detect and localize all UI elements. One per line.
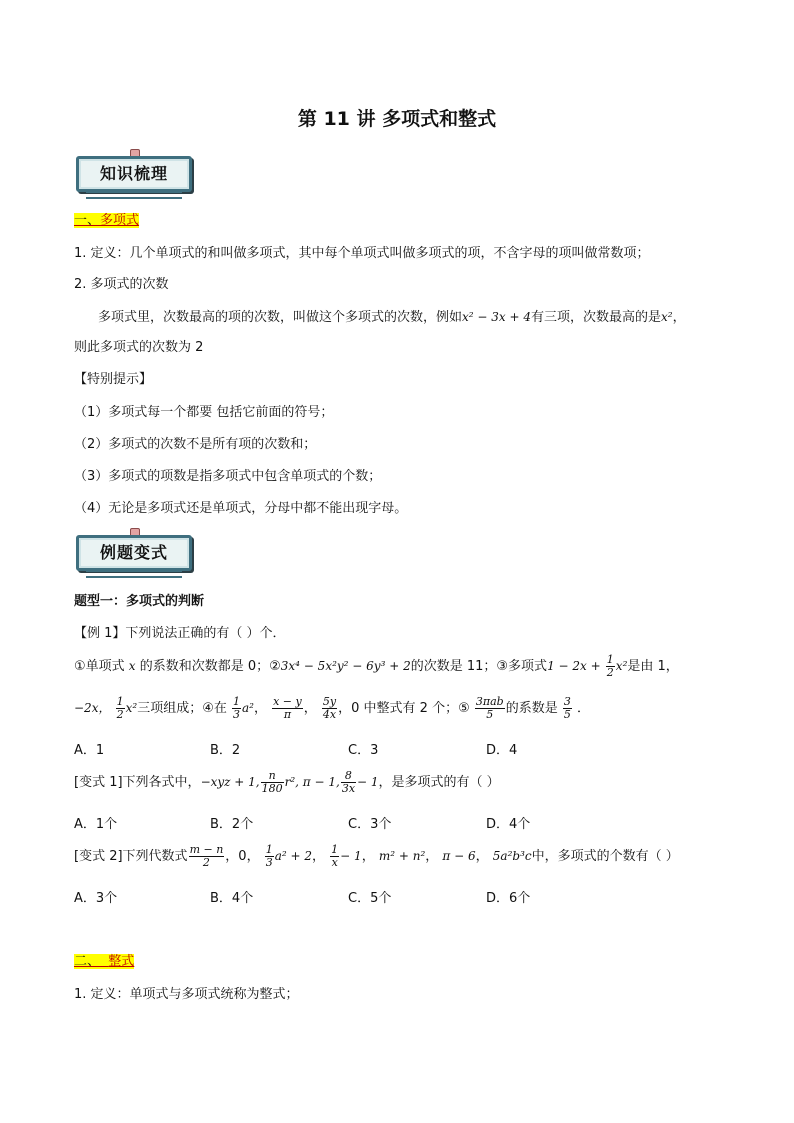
tip-title: 【特别提示】 bbox=[74, 372, 153, 387]
type-heading: 题型一：多项式的判断 bbox=[74, 594, 205, 609]
degree-heading: 2. 多项式的次数 bbox=[74, 277, 169, 292]
option-b: B．4个 bbox=[210, 891, 254, 906]
tip-item: （2）多项式的次数不是所有项的次数和； bbox=[74, 437, 317, 452]
section1-heading: 一、多项式 bbox=[74, 213, 140, 228]
option-b: B．2个 bbox=[210, 817, 254, 832]
fraction: $\frac{1}{2}$ bbox=[116, 695, 124, 721]
fraction: $\frac{1}{3}$ bbox=[265, 843, 273, 869]
option-d: D．6个 bbox=[486, 891, 531, 906]
examples-banner-label: 例题变式 bbox=[99, 543, 168, 562]
tip-item: （3）多项式的项数是指多项式中包含单项式的个数； bbox=[74, 469, 382, 484]
option-b: B．2 bbox=[210, 743, 241, 758]
variant1-stem: [变式 1]下列各式中，−xyz + 1, $\frac{n}{180}$ r², π − 1, $\frac{8}{3x}$ − 1，是多项式的有（ ） bbox=[74, 769, 500, 795]
fraction: $\frac{1}{x}$ bbox=[331, 843, 339, 869]
fraction: $\frac{3}{5}$ bbox=[563, 695, 571, 721]
option-c: C．3 bbox=[348, 743, 379, 758]
option-c: C．5个 bbox=[348, 891, 392, 906]
definition-paragraph: 1. 定义：几个单项式的和叫做多项式，其中每个单项式叫做多项式的项，不含字母的项叫做常数项； bbox=[74, 246, 650, 261]
option-a: A．1 bbox=[74, 743, 105, 758]
knowledge-banner bbox=[76, 149, 192, 197]
option-d: D．4个 bbox=[486, 817, 531, 832]
variant2-stem: [变式 2]下列代数式 $\frac{m - n}{2}$ ，0， $\frac{1}{3}$ a² + 2， $\frac{1}{x}$ − 1， m² + n²， π − 6， 5a²b³c中，多项式的个数有（ ） bbox=[74, 843, 679, 869]
fraction: $\frac{x - y}{\pi}$ bbox=[273, 695, 302, 721]
examples-banner bbox=[76, 528, 192, 576]
fraction: $\frac{1}{3}$ bbox=[232, 695, 240, 721]
fraction: $\frac{8}{3x}$ bbox=[341, 769, 356, 795]
section2-definition: 1. 定义：单项式与多项式统称为整式； bbox=[74, 987, 299, 1002]
fraction: $\frac{1}{2}$ bbox=[606, 653, 614, 679]
degree-paragraph: 多项式里，次数最高的项的次数，叫做这个多项式的次数，例如x² − 3x + 4有三项，次数最高的是x²， bbox=[98, 310, 686, 325]
section2-heading: 二、 整式 bbox=[74, 954, 135, 969]
example1-stem: 【例 1】下列说法正确的有（ ）个． bbox=[74, 626, 286, 641]
fraction: $\frac{5y}{4x}$ bbox=[322, 695, 337, 721]
option-a: A．3个 bbox=[74, 891, 118, 906]
fraction: $\frac{m - n}{2}$ bbox=[189, 843, 224, 869]
option-d: D．4 bbox=[486, 743, 518, 758]
fraction: $\frac{\text{3πab}}{5}$ bbox=[475, 695, 504, 721]
knowledge-banner-label: 知识梳理 bbox=[99, 164, 168, 183]
degree-paragraph-cont: 则此多项式的次数为 2 bbox=[74, 340, 204, 355]
option-c: C．3个 bbox=[348, 817, 392, 832]
page-title: 第 11 讲 多项式和整式 bbox=[297, 108, 497, 130]
option-a: A．1个 bbox=[74, 817, 118, 832]
tip-item: （4）无论是多项式还是单项式，分母中都不能出现字母。 bbox=[74, 501, 408, 516]
fraction: $\frac{n}{180}$ bbox=[261, 769, 283, 795]
tip-item: （1）多项式每一个都要 包括它前面的符号； bbox=[74, 405, 334, 420]
example1-line2: −2x， $\frac{1}{2}$ x²三项组成；④在 $\frac{1}{3}$ a²， $\frac{x - y}{\pi}$ ， $\frac{5y}{4x}$ ，0 中整式有 2 个；⑤ $\frac{\text{3πab}}{5}$ 的系数是 $\frac{3}{5}$ ． bbox=[74, 695, 590, 721]
example1-line1: ①单项式 x 的系数和次数都是 0；②3x⁴ − 5x²y² − 6y³ + 2的次数是 11；③多项式1 − 2x + $\frac{1}{2}$ x²是由 1， bbox=[74, 653, 679, 679]
